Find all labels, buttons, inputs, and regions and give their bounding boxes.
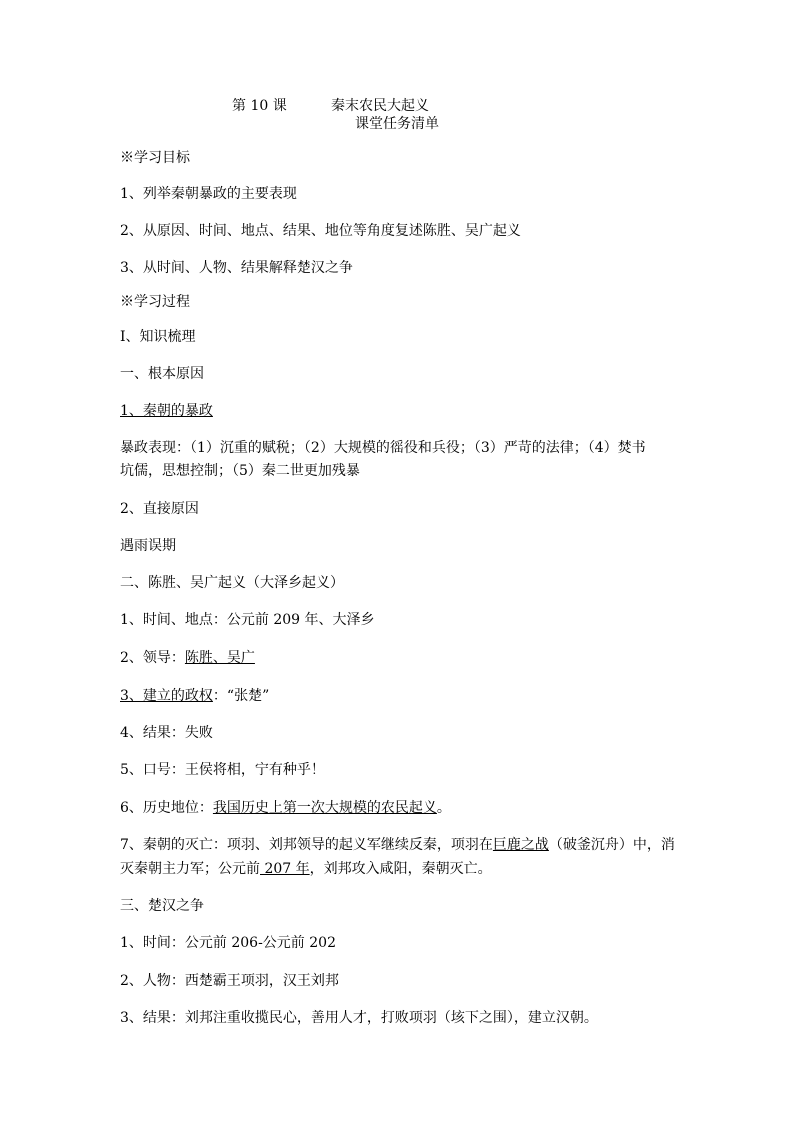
tyranny-text-line-1: 暴政表现：（1）沉重的赋税；（2）大规模的徭役和兵役；（3）严苛的法律；（4）焚书 <box>120 440 646 456</box>
uprising-status <box>120 798 451 818</box>
qin-fall-line-1 <box>120 835 675 855</box>
regime-value: ：“张楚” <box>212 688 270 704</box>
worksheet-subtitle: 课堂任务清单 <box>355 116 439 132</box>
chuhan-time: 1、时间：公元前 206-公元前 202 <box>120 935 336 951</box>
lesson-title: 秦末农民大起义 <box>331 98 429 114</box>
regime-label: 3、建立的政权 <box>120 688 213 704</box>
chuhan-result: 3、结果：刘邦注重收揽民心，善用人才，打败项羽（垓下之围），建立汉朝。 <box>120 1010 598 1026</box>
direct-cause-subheading: 2、直接原因 <box>120 501 199 517</box>
uprising-result: 4、结果：失败 <box>120 725 213 741</box>
qin-fall-line-2 <box>120 859 492 879</box>
qin-fall-text-e: ，刘邦攻入咸阳，秦朝灭亡。 <box>309 861 492 877</box>
leaders-label: 2、领导： <box>120 650 185 666</box>
uprising-regime <box>120 686 269 706</box>
qin-fall-text-c: （破釜沉舟）中，消 <box>548 837 675 853</box>
section-3-heading: 三、楚汉之争 <box>120 898 204 914</box>
qin-tyranny-subheading: 1、秦朝的暴政 <box>120 403 213 419</box>
process-heading: ※学习过程 <box>120 294 190 310</box>
objectives-heading: ※学习目标 <box>120 150 190 166</box>
direct-cause-text: 遇雨误期 <box>120 538 176 554</box>
tyranny-text-line-2: 坑儒，思想控制；（5）秦二世更加残暴 <box>120 463 360 479</box>
chuhan-people: 2、人物：西楚霸王项羽，汉王刘邦 <box>120 973 339 989</box>
objective-item-3: 3、从时间、人物、结果解释楚汉之争 <box>120 260 353 276</box>
objective-item-1: 1、列举秦朝暴政的主要表现 <box>120 186 297 202</box>
status-period: 。 <box>436 800 451 816</box>
section-1-heading: 一、根本原因 <box>120 366 204 382</box>
uprising-time-place: 1、时间、地点：公元前 209 年、大泽乡 <box>120 612 375 628</box>
leaders-value: 陈胜、吴广 <box>184 650 255 666</box>
lesson-number: 第 10 课 <box>232 98 287 114</box>
section-2-heading: 二、陈胜、吴广起义（大泽乡起义） <box>120 575 344 591</box>
status-label: 6、历史地位： <box>120 800 213 816</box>
qin-fall-text-a: 7、秦朝的灭亡：项羽、刘邦领导的起义军继续反秦，项羽在 <box>120 837 493 853</box>
qin-fall-text-d: 灭秦朝主力军；公元前 <box>120 861 260 877</box>
year-207bc: 207 年 <box>260 861 310 877</box>
uprising-slogan: 5、口号：王侯将相，宁有种乎！ <box>120 762 325 778</box>
uprising-leaders <box>120 648 255 668</box>
julu-battle: 巨鹿之战 <box>492 837 549 853</box>
knowledge-review-heading: Ⅰ、知识梳理 <box>120 329 196 345</box>
status-value: 我国历史上第一次大规模的农民起义 <box>212 800 437 816</box>
objective-item-2: 2、从原因、时间、地点、结果、地位等角度复述陈胜、吴广起义 <box>120 223 521 239</box>
